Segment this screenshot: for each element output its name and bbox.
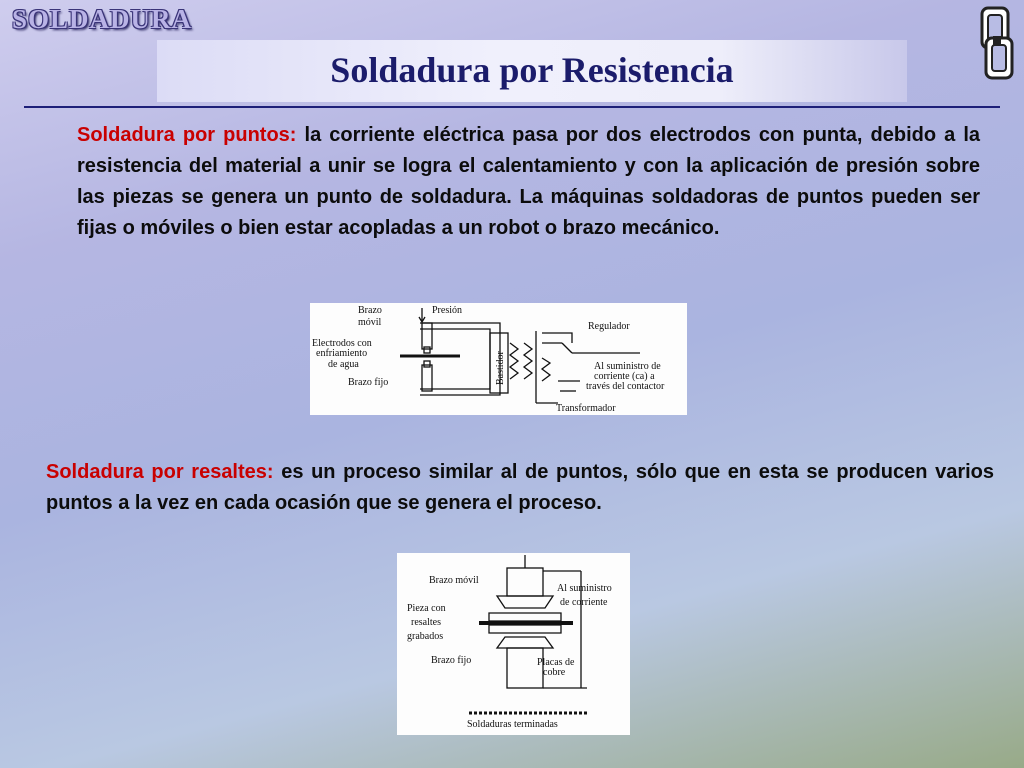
fig1-label-electrodos-2: enfriamiento <box>316 348 368 359</box>
paragraph-puntos <box>77 120 980 244</box>
term-resaltes: Soldadura por resaltes: <box>46 461 274 483</box>
figure-projection-welding <box>397 553 630 735</box>
fig2-label-pieza-2: resaltes <box>411 617 441 628</box>
title-rule <box>24 106 1000 108</box>
title-banner <box>157 40 907 102</box>
fig1-label-brazo-movil-1: Brazo <box>358 305 382 316</box>
fig2-label-placas-1: Placas de <box>537 657 575 668</box>
text-puntos: la corriente eléctrica pasa por dos electrodos con punta, debido a la resistencia del material a unir se logra el calentamiento y con la aplicación de presión sobre las piezas se genera un punto de soldadura. La máquinas soldadoras de puntos pueden ser fijas o móviles o bien estar acopladas a un robot o brazo mecánico. <box>77 124 981 239</box>
fig1-label-presion: Presión <box>432 305 462 316</box>
fig1-label-suministro-3: través del contactor <box>586 381 665 392</box>
fig2-label-terminadas: Soldaduras terminadas <box>467 719 558 730</box>
fig1-label-electrodos-3: de agua <box>328 359 359 370</box>
text-resaltes: es un proceso similar al de puntos, sólo que en esta se producen varios puntos a la vez en cada ocasión que se genera el proceso. <box>46 461 994 514</box>
fig2-label-placas-2: cobre <box>543 667 566 678</box>
chain-link-icon <box>976 6 1018 80</box>
fig1-label-regulador: Regulador <box>588 321 630 332</box>
page-title: Soldadura por Resistencia <box>330 50 734 90</box>
fig1-label-electrodos-1: Electrodos con <box>312 338 372 349</box>
term-puntos: Soldadura por puntos: <box>77 124 297 146</box>
fig1-label-suministro-1: Al suministro de <box>594 361 661 372</box>
fig2-label-suministro-2: de corriente <box>560 597 608 608</box>
fig2-label-brazo-movil: Brazo móvil <box>429 575 479 586</box>
fig2-label-suministro-1: Al suministro <box>557 583 612 594</box>
fig1-label-transformador: Transformador <box>556 403 616 414</box>
fig1-label-brazo-fijo: Brazo fijo <box>348 377 389 388</box>
fig1-label-suministro-2: corriente (ca) a <box>594 371 655 382</box>
fig1-label-brazo-movil-2: móvil <box>358 317 382 328</box>
brand-label: SOLDADURA <box>12 4 193 34</box>
fig2-label-pieza-3: grabados <box>407 631 444 642</box>
figure-spot-welding <box>310 303 687 415</box>
fig2-label-brazo-fijo: Brazo fijo <box>431 655 472 666</box>
paragraph-resaltes <box>46 457 994 519</box>
fig2-label-pieza-1: Pieza con <box>407 603 446 614</box>
fig1-label-bastidor: Bastidor <box>495 351 506 385</box>
